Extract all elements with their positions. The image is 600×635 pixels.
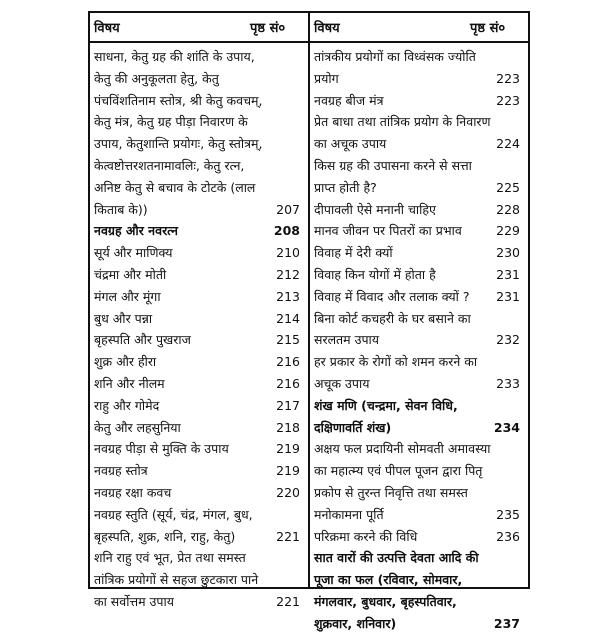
toc-entry bbox=[94, 504, 300, 548]
toc-entry bbox=[94, 242, 300, 264]
toc-entry-title: शंख मणि (चन्द्रमा, सेवन विधि, दक्षिणावर्ति शंख) bbox=[314, 397, 458, 435]
toc-entry-title: शुक्र और हीरा bbox=[94, 354, 157, 370]
left-page-header: पृष्ठ सं० bbox=[250, 21, 286, 36]
toc-entry-page: 237 bbox=[493, 615, 520, 631]
toc-entry-page: 207 bbox=[276, 201, 300, 217]
toc-entry bbox=[314, 395, 520, 439]
toc-entry-title: विवाह में देरी क्यों bbox=[314, 245, 393, 261]
toc-entry bbox=[94, 46, 300, 220]
toc-entry bbox=[314, 351, 520, 395]
toc-entry-title: नवग्रह पीड़ा से मुक्ति के उपाय bbox=[94, 441, 229, 457]
right-column bbox=[314, 46, 520, 635]
toc-entry-title: दीपावली ऐसे मनानी चाहिए bbox=[314, 201, 436, 217]
toc-entry-page: 216 bbox=[276, 354, 300, 370]
toc-entry bbox=[94, 460, 300, 482]
toc-entry-page: 228 bbox=[496, 201, 520, 217]
toc-entry bbox=[314, 155, 520, 199]
toc-entry-title: मंगल और मूंगा bbox=[94, 288, 161, 304]
toc-entry-page: 213 bbox=[276, 288, 300, 304]
toc-entry-page: 223 bbox=[496, 70, 520, 86]
toc-entry-title: नवग्रह बीज मंत्र bbox=[314, 92, 384, 108]
toc-entry bbox=[314, 90, 520, 112]
toc-entry bbox=[314, 264, 520, 286]
toc-entry-page: 231 bbox=[496, 266, 520, 282]
toc-entry-title: नवग्रह रक्षा कवच bbox=[94, 484, 172, 500]
toc-entry bbox=[314, 46, 520, 90]
toc-entry bbox=[94, 351, 300, 373]
toc-entry-title: केतु और लहसुनिया bbox=[94, 419, 181, 435]
right-page-header: पृष्ठ सं० bbox=[470, 21, 506, 36]
toc-entry-title: नवग्रह और नवरत्न bbox=[94, 223, 178, 239]
column-divider bbox=[308, 11, 310, 589]
toc-entry-page: 218 bbox=[276, 419, 300, 435]
toc-entry bbox=[94, 547, 300, 612]
toc-entry-page: 210 bbox=[276, 245, 300, 261]
toc-entry-page: 234 bbox=[493, 419, 520, 435]
toc-entry-page: 235 bbox=[496, 506, 520, 522]
toc-entry-title: शनि राहु एवं भूत, प्रेत तथा समस्त तांत्रिक प्रयोगों से सहज छुटकारा पाने का सर्वोत्तम उपाय bbox=[94, 550, 259, 609]
toc-entry-title: सूर्य और माणिक्य bbox=[94, 245, 173, 261]
toc-entry-page: 221 bbox=[276, 528, 300, 544]
toc-entry bbox=[314, 526, 520, 548]
toc-entry bbox=[314, 308, 520, 352]
toc-entry-title: किस ग्रह की उपासना करने से सत्ता प्राप्त होती है? bbox=[314, 157, 472, 195]
right-subject-header: विषय bbox=[314, 21, 340, 36]
toc-entry-page: 229 bbox=[496, 223, 520, 239]
toc-entry-page: 221 bbox=[276, 593, 300, 609]
toc-entry-page: 223 bbox=[496, 92, 520, 108]
toc-entry-title: तांत्रकीय प्रयोगों का विध्वंसक ज्योति प्रयोग bbox=[314, 49, 476, 86]
toc-entry-title: नवग्रह स्तुति (सूर्य, चंद्र, मंगल, बुध, बृहस्पति, शुक्र, शनि, राहु, केतु) bbox=[94, 506, 253, 544]
toc-entry-page: 208 bbox=[273, 223, 300, 239]
toc-entry-title: अक्षय फल प्रदायिनी सोमवती अमावस्या का महात्म्य एवं पीपल पूजन द्वारा पितृ प्रकोप से तुरन्त निवृत्ति तथा समस्त मनोकामना पूर्ति bbox=[314, 441, 491, 522]
toc-entry-title: बुध और पन्ना bbox=[94, 310, 153, 326]
toc-entry bbox=[94, 286, 300, 308]
left-column bbox=[94, 46, 300, 613]
toc-entry-title: बृहस्पति और पुखराज bbox=[94, 332, 191, 348]
toc-entry bbox=[314, 199, 520, 221]
toc-entry-title: परिक्रमा करने की विधि bbox=[314, 528, 418, 544]
toc-entry-title: विवाह में विवाद और तलाक क्यों ? bbox=[314, 288, 470, 304]
toc-page bbox=[8, 8, 592, 631]
toc-entry-page: 217 bbox=[276, 397, 300, 413]
toc-entry bbox=[314, 242, 520, 264]
toc-entry bbox=[94, 417, 300, 439]
toc-entry-page: 236 bbox=[496, 528, 520, 544]
toc-entry bbox=[94, 264, 300, 286]
toc-entry bbox=[94, 438, 300, 460]
toc-entry-page: 230 bbox=[496, 245, 520, 261]
toc-entry bbox=[94, 373, 300, 395]
toc-entry-page: 219 bbox=[276, 463, 300, 479]
toc-entry bbox=[314, 286, 520, 308]
toc-entry-title: राहु और गोमेद bbox=[94, 397, 160, 413]
toc-entry bbox=[314, 547, 520, 634]
toc-entry-title: साधना, केतु ग्रह की शांति के उपाय, केतु की अनुकूलता हेतु, केतु पंचविंशतिनाम स्तोत्र, श्री केतु कवचम्, केतु मंत्र, केतु ग्रह पीड़ा निवारण के उपाय, केतुशान्ति प्रयोगः, केतु स्तोत्रम्, केत्वष्टोत्तरशतनामावलिः, केतु रत्न, अनिष्ट केतु से बचाव के टोटके (लाल किताब के)) bbox=[94, 49, 263, 217]
toc-entry-page: 225 bbox=[496, 179, 520, 195]
toc-entry bbox=[314, 111, 520, 155]
toc-entry bbox=[94, 395, 300, 417]
toc-entry bbox=[94, 329, 300, 351]
toc-entry-title: बिना कोर्ट कचहरी के घर बसाने का सरलतम उपाय bbox=[314, 310, 471, 348]
toc-entry bbox=[314, 438, 520, 525]
left-subject-header: विषय bbox=[94, 21, 120, 36]
toc-entry-page: 224 bbox=[496, 136, 520, 152]
toc-entry-title: विवाह किन योगों में होता है bbox=[314, 266, 436, 282]
toc-entry-title: हर प्रकार के रोगों को शमन करने का अचूक उपाय bbox=[314, 354, 478, 391]
toc-entry bbox=[94, 482, 300, 504]
toc-entry-title: चंद्रमा और मोती bbox=[94, 266, 167, 282]
toc-entry-page: 232 bbox=[496, 332, 520, 348]
toc-entry bbox=[94, 220, 300, 242]
toc-entry bbox=[314, 220, 520, 242]
toc-entry-page: 231 bbox=[496, 288, 520, 304]
toc-entry-title: मानव जीवन पर पितरों का प्रभाव bbox=[314, 223, 462, 239]
toc-entry-title: नवग्रह स्तोत्र bbox=[94, 463, 148, 479]
toc-entry-title: शनि और नीलम bbox=[94, 375, 165, 391]
toc-entry-title: प्रेत बाधा तथा तांत्रिक प्रयोग के निवारण का अचूक उपाय bbox=[314, 114, 491, 152]
toc-entry-title: सात वारों की उत्पत्ति देवता आदि की पूजा का फल (रविवार, सोमवार, मंगलवार, बुधवार, बृहस्पतिवार, शुक्रवार, शनिवार) bbox=[314, 550, 479, 631]
toc-entry-page: 220 bbox=[276, 484, 300, 500]
toc-entry-page: 219 bbox=[276, 441, 300, 457]
toc-entry-page: 216 bbox=[276, 375, 300, 391]
toc-entry-page: 233 bbox=[496, 375, 520, 391]
toc-entry-page: 212 bbox=[276, 266, 300, 282]
toc-entry-page: 215 bbox=[276, 332, 300, 348]
toc-entry-page: 214 bbox=[276, 310, 300, 326]
toc-entry bbox=[94, 308, 300, 330]
